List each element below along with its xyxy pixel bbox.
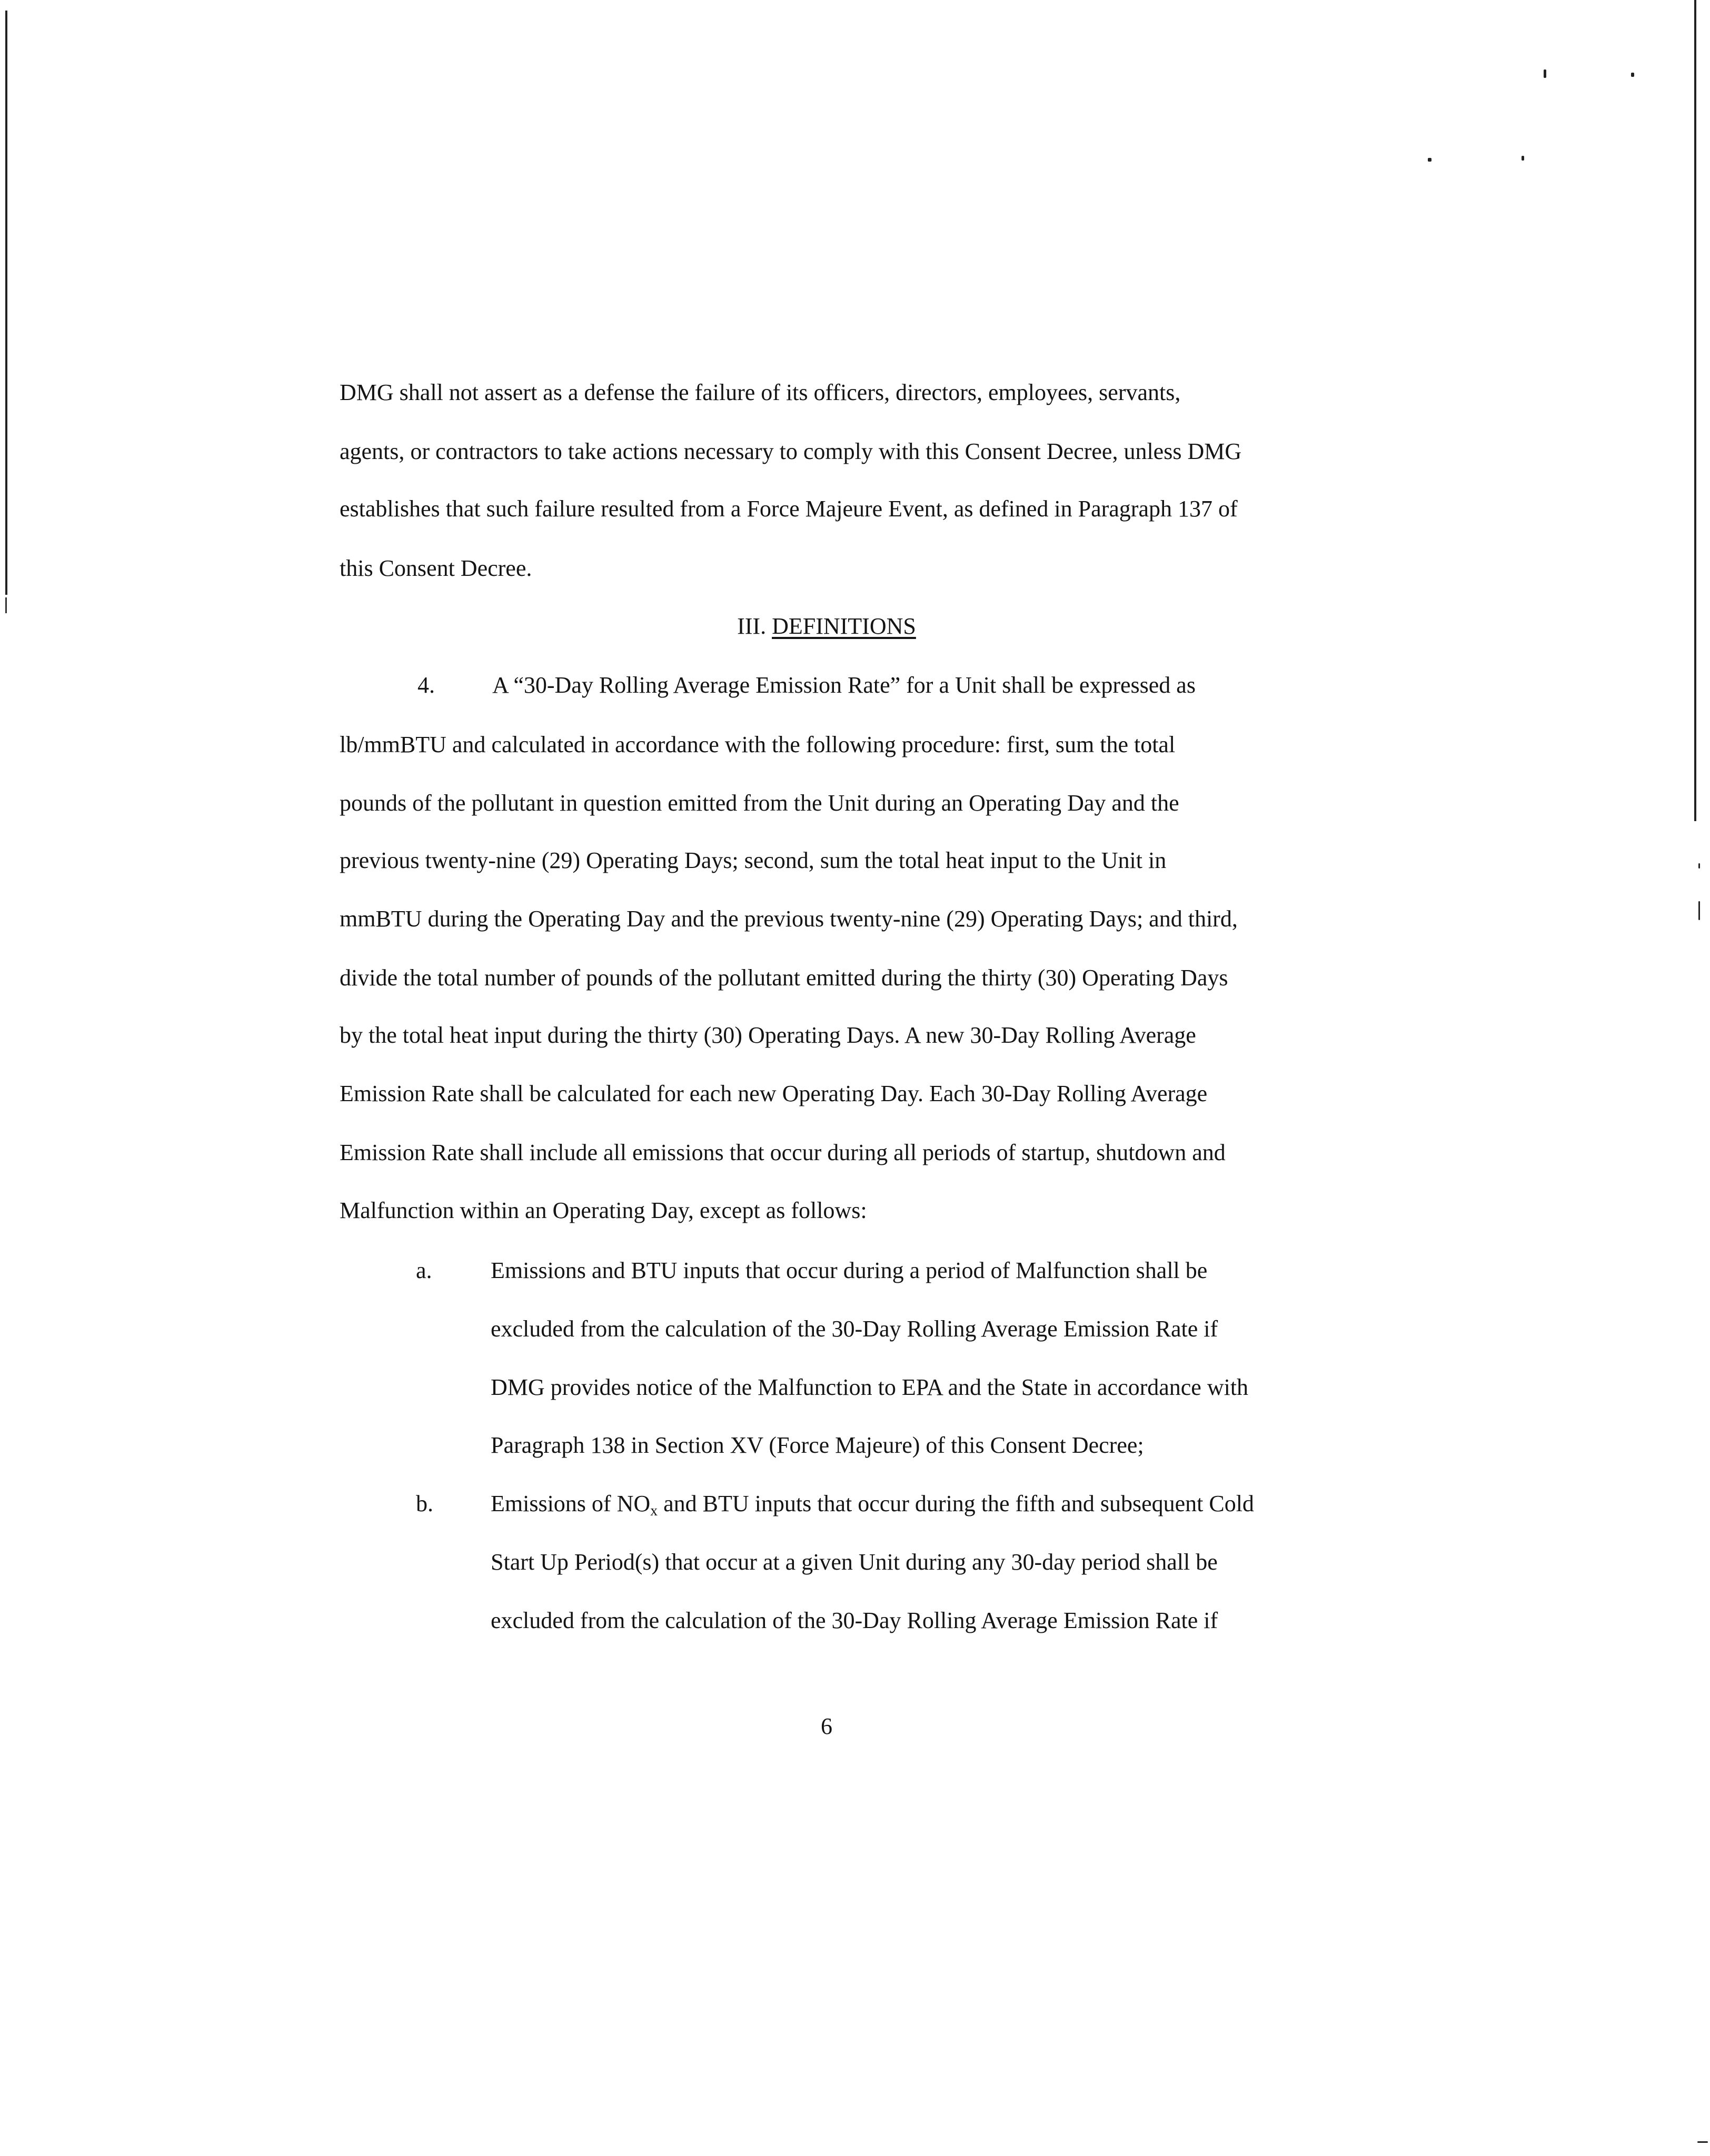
subparagraph-text-line — [491, 1491, 1254, 1519]
body-text-line: divide the total number of pounds of the pollutant emitted during the thirty (30) Operating Days — [340, 965, 1228, 991]
body-text-line: lb/mmBTU and calculated in accordance with the following procedure: first, sum the total — [340, 732, 1176, 757]
body-text-line: mmBTU during the Operating Day and the previous twenty-nine (29) Operating Days; and third, — [340, 906, 1238, 932]
scan-speck — [1522, 156, 1524, 161]
nox-subscript: x — [650, 1503, 658, 1519]
scan-edge-right — [1694, 0, 1696, 821]
subparagraph-text-line: Emissions and BTU inputs that occur during a period of Malfunction shall be — [491, 1257, 1208, 1283]
page-number: 6 — [821, 1713, 832, 1739]
scan-speck — [1697, 2141, 1708, 2143]
body-text-line: pounds of the pollutant in question emitted from the Unit during an Operating Day and the — [340, 790, 1179, 816]
body-text-line: by the total heat input during the thirty (30) Operating Days. A new 30-Day Rolling Average — [340, 1022, 1196, 1048]
scan-speck — [1698, 901, 1700, 920]
body-text-line: Malfunction within an Operating Day, except as follows: — [340, 1197, 867, 1223]
scan-speck — [1698, 863, 1700, 869]
subparagraph-text-line: Paragraph 138 in Section XV (Force Majeure) of this Consent Decree; — [491, 1432, 1144, 1458]
body-text-line: agents, or contractors to take actions necessary to comply with this Consent Decree, unless DMG — [340, 438, 1242, 464]
scan-speck — [1544, 69, 1546, 78]
subparagraph-label-a: a. — [416, 1257, 432, 1283]
body-text-line: A “30-Day Rolling Average Emission Rate” for a Unit shall be expressed as — [492, 672, 1196, 698]
scan-edge-left-tick — [5, 597, 7, 613]
scan-edge-left — [5, 11, 7, 595]
subparagraph-text-line: excluded from the calculation of the 30-Day Rolling Average Emission Rate if — [491, 1608, 1218, 1633]
nox-text-continued: and BTU inputs that occur during the fifth and subsequent Cold — [658, 1491, 1254, 1516]
scan-speck — [1428, 158, 1431, 162]
subparagraph-label-b: b. — [416, 1491, 433, 1516]
body-text-line: DMG shall not assert as a defense the failure of its officers, directors, employees, servants, — [340, 380, 1181, 405]
nox-text: Emissions of NO — [491, 1491, 651, 1516]
scan-speck — [1631, 73, 1634, 77]
section-title: DEFINITIONS — [772, 613, 916, 639]
paragraph-number: 4. — [417, 672, 435, 698]
body-text-line: previous twenty-nine (29) Operating Days; second, sum the total heat input to the Unit in — [340, 847, 1167, 873]
body-text-line: establishes that such failure resulted from a Force Majeure Event, as defined in Paragraph 137 of — [340, 496, 1238, 522]
section-heading — [0, 615, 1653, 638]
body-text-line: Emission Rate shall be calculated for each new Operating Day. Each 30-Day Rolling Average — [340, 1081, 1208, 1106]
subparagraph-text-line: DMG provides notice of the Malfunction to EPA and the State in accordance with — [491, 1374, 1249, 1400]
subparagraph-text-line: Start Up Period(s) that occur at a given Unit during any 30-day period shall be — [491, 1549, 1218, 1575]
body-text-line: Emission Rate shall include all emissions that occur during all periods of startup, shutdown and — [340, 1140, 1226, 1165]
section-number: III. — [737, 613, 767, 639]
subparagraph-text-line: excluded from the calculation of the 30-Day Rolling Average Emission Rate if — [491, 1316, 1218, 1342]
body-text-line: this Consent Decree. — [340, 555, 532, 581]
